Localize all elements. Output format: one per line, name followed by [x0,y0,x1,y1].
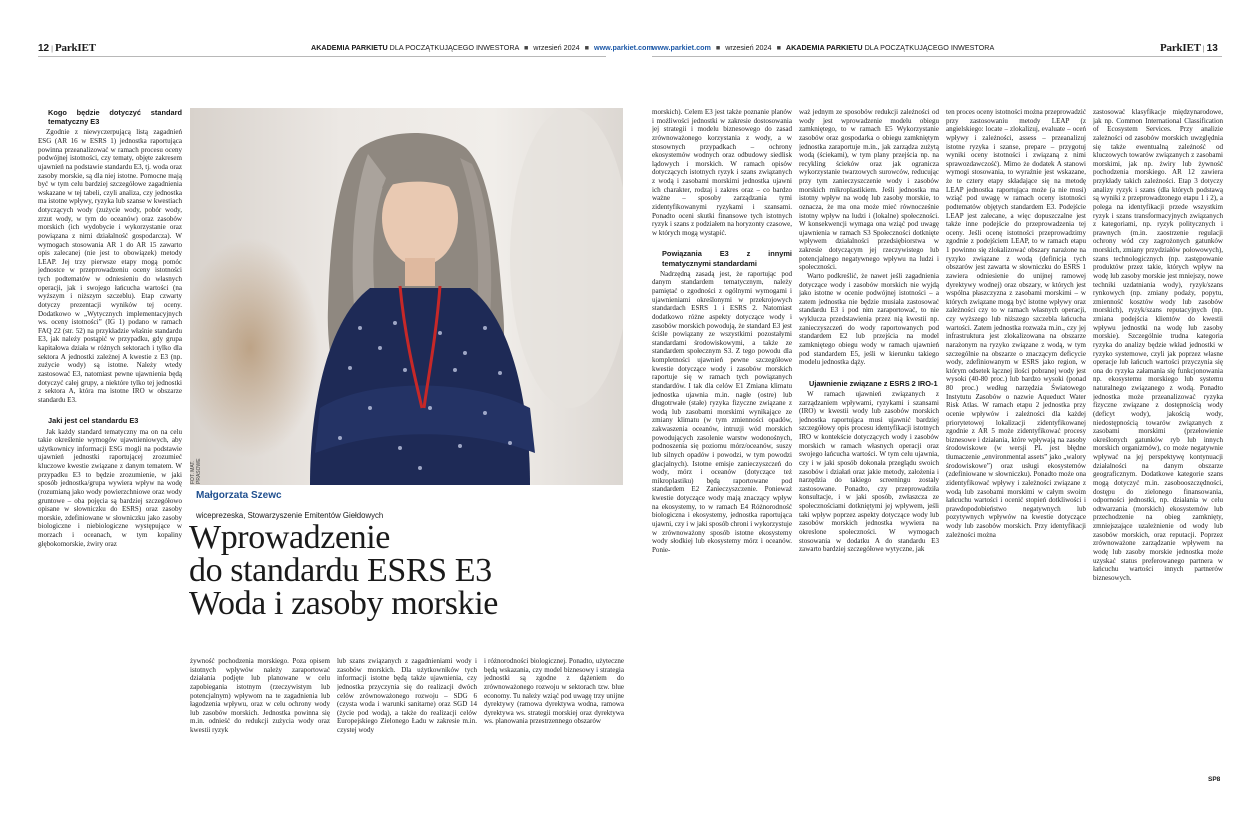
article-column-5 [652,108,792,784]
article-column-1 [38,108,182,784]
paragraph: waż jednym ze sposobów redukcji zależności od wody jest wprowadzenie modelu obiegu zamkniętego, to w ramach E5 Wykorzystanie zasobów oraz gospodarka o obiegu zamkniętym jednostka zaraportuje m.in., jak zarządza zużytą wodą (ściekami), w tym plany przejścia np. na recykling ścieków oraz jak ogranicza wykorzystanie twarzowych surowców, reducując przy tym zanieczyszczenie wody i zasobów morskich mikroplastikiem. Jeśli jednostka ma istotny wpływ na wodę lub zasoby morskie, to oznacza, że ma ona może mieć równocześnie istotny wpływ na ludzi i (lokalne) społeczności. W konsekwencji wymaga ona wziąć pod uwagę ujawnienia w ramach S3 Społeczności dotknięte wpływem działalności przedsiębiorstwa w zakresie dotyczącym jej rzeczywistego lub potencjalnego negatywnego wpływu na ludzi i społeczności. [799,108,939,272]
article-column-2 [190,657,330,785]
header-rest-right: DLA POCZĄTKUJĄCEGO INWESTORA [864,43,995,52]
title-line: Wprowadzenie [189,519,390,556]
header-url-right[interactable]: www.parkiet.com [652,43,711,52]
article-column-8 [1093,108,1223,776]
left-page-running-title: AKADEMIA PARKIETU DLA POCZĄTKUJĄCEGO INWESTORA ■ wrzesień 2024 ■ www.parkiet.com [311,43,653,52]
page-number-left: 12 [38,43,50,54]
subheading-iro-1: Ujawnienie związane z ESRS 2 IRO-1 [809,378,938,388]
paragraph: i różnorodności biologicznej. Ponadto, użyteczne będą wskazania, czy model biznesowy i strategia jednostki są zgodne z dążeniem do zrównoważonego rozwoju w sektorach tzw. blue economy. Tu należy wziąć pod uwagę trzy unijne dyrektywy (ramowa dyrektywa wodna, ramowa dyrektywa ws. strategii morskiej oraz dyrektywa ws. planowania przestrzennego obszarów [484,657,624,726]
paragraph: Warto podkreślić, że nawet jeśli zagadnienia dotyczące wody i zasobów morskich nie wyjdą jako istotne w ocenie podwójnej istotności – a zatem jednostka nie będzie musiała zastosować standardu E3 i pod nim zaraportować, to nie wyklucza przedstawienia przez nią kwestii np. zanieczyszczeń do wody raportowanych pod standardem E2 lub przejścia na model zamkniętego obiegu wody w ramach ujawnień pod standardem E5, jeśli w kierunku takiego modelu jednostka dąży. [799,271,939,367]
author-photo [190,108,623,485]
paragraph: ten proces oceny istotności można przeprowadzić przy zastosowaniu metody LEAP (z angielskiego: locate – zlokalizuj, evaluate – oceń wpływy i zależności, assess – przeanalizuj istotne ryzyka i szanse, prepare – przygotuj wyniki oceny istotności i związaną z nimi sprawozdawczość). Mimo że dodatek A stanowi wymogi stosowania, to wyraźnie jest wskazane, że te cztery etapy składające się na metodę LEAP jednostka raportująca może (a nie musi) wziąć pod uwagę w ramach oceny istotności podtematów objętych standardem E3. Podejście LEAP jest zalecane, a więc dopuszczalne jest także inne podejście do przeprowadzenia tej oceny. Jeśli ocenę istotności przeprowadzimy zgodnie z podejściem LEAP, to w ramach etapu 1 powinno się zlokalizować obszary narażone na ryzyko związane z wodą (definicja tych obszarów jest zawarta w słowniczku do ESRS 1 zawiera odniesienie do unijnej ramowej dyrektywy wodnej) oraz obszary, w których jest wspólna płaszczyzna z zasobami morskimi – w których związane mogą być istotne wpływy oraz zależności czy to w ramach własnych operacji, czy wyższego lub niższego szczebla łańcucha wartości. Zatem jednostka rozważa m.in., czy jej infrastruktura jest zlokalizowana na obszarze narażonym na ryzyko związane z wodą, w tym szczególnie na obszarze o znaczącym deficycie wody, zdefiniowanym w ESRS jako region, w którym odsetek łącznej ilości pobranej wody jest wysoki (40-80 proc.) lub bardzo wysoki (ponad 80 proc.) według narzędzia Światowego Instytutu Zasobów o nazwie Aqueduct Water Risk Atlas. W ramach etapu 2 jednostka przy ocenie wpływów i zależności dla każdej priorytetowej lokalizacji zidentyfikowanej zgodnie z AR 5 może zidentyfikować procesy biznesowe i działania, które wpływają na zasoby środowiskowe (w wersji PL jest błędne tłumaczenie „environmental assets” jako „walory środowiskowe”) oraz usługi ekosystemów (zdefiniowane w słowniczku). Ponadto może ona zidentyfikować wpływy i zależności związane z wodą lub zasobami morskimi w całym swoim łańcuchu wartości i ocenić stopień dotkliwości i prawdopodobieństwo negatywnych lub pozytywnych wpływów na kwestie dotyczące wody lub zasobów morskich. Przy identyfikacji zależności można [946,108,1086,539]
end-mark: SP8 [1208,776,1221,783]
header-section-left: AKADEMIA PARKIETU [311,43,388,52]
header-date-right: wrzesień 2024 [725,43,772,52]
parkiet-logo-left: ParkIET [55,42,96,54]
paragraph: Zgodnie z niewyczerpującą listą zagadnień ESG (AR 16 w ESRS 1) jednostka raportująca powinna przeanalizować w ramach procesu oceny podwójnej istotności, czy tematy, objęte zakresem ujawnień na podstawie standardu E3, tj. woda oraz zasoby morskie, są dla niej istotne. Pomocne mają być w tym celu bardziej szczegółowe zagadnienia wskazane w tej tabeli, czyli analiza, czy jednostka ma istotne wpływy, ryzyka lub szanse w kwestiach dotyczących wody (zużycie wody, pobór wody, zrzut wody, w tym do oceanów) oraz zasobów morskich (ich wydobycie i wykorzystanie oraz powiązana z nimi działalność gospodarcza). W wymogach stosowania AR 1 do AR 15 zawarto opis zalecanej (nie jest to obowiązek) metody LEAP. Jej trzy pierwsze etapy mogą pomóc jednostce w przeprowadzeniu oceny istotności tych podtematów w odniesieniu do własnych operacji, jak i swojego łańcucha wartości (na wyższym i niższym szczeblu). Etap czwarty dotyczy prezentacji wyników tej oceny. Dodatkowo w „Wytycznych implementacyjnych ws. oceny istotności” (IG 1) podano w ramach FAQ 22 (str. 52) na przykładzie właśnie standardu E3, jak należy postąpić w przypadku, gdy grupa kapitałowa działa w różnych sektorach i tylko dla sektora A jednostki zależnej A kwestie z E3 (np. zużycie wody) są istotne. Należy wtedy zastosować E3, natomiast pewne ujawnienia będą dotyczyć całej grupy, a niektóre tylko tej jednostki z sektora A, która ma istotne IRO w obszarze standardu E3. [38,128,182,404]
subheading-powiazania: Powiązania E3 z innymi tematycznymi standardami [662,249,792,268]
title-line: do standardu ESRS E3 [189,552,492,589]
article-column-3 [337,657,477,785]
article-title [189,521,639,620]
paragraph: żywność pochodzenia morskiego. Poza opisem istotnych wpływów należy zaraportować działania podjęte lub planowane w celu zapobiegania istotnym (rzeczywistym lub potencjalnym) wpływom na te zagadnienia lub łagodzenia wpływu, oraz w celu ochrony wody lub zasobów morskich. Jednostka powinna się m.in. odnieść do redukcji zużycia wody oraz kwestii ryzyk [190,657,330,734]
author-role: wiceprezeska, Stowarzyszenie Emitentów Giełdowych [196,511,384,520]
title-line: Woda i zasoby morskie [189,585,498,622]
paragraph: zastosować klasyfikacje międzynarodowe, jak np. Common International Classification of Ecosystem Services. Przy analizie zależności od zasobów morskich uwzględnia się także ewentualną zależność od kluczowych towarów związanych z zasobami morskimi, jak np. żwiry lub żywność pochodzenia morskiego. AR 12 zawiera przykłady takich zależności. Etap 3 dotyczy analizy ryzyk i szans (dla których podstawą są wyniki z przeprowadzonego etapu 1 i 2), a polega na identyfikacji przede wszystkim ryzyk i szans transformacyjnych związanych z kategoriami, np. ryzyk politycznych i prawnych (m.in. zaostrzenie regulacji ochrony wód czy zagrożonych gatunków morskich, zmiany przydziałów połowowych), szans technologicznych (np. zastępowanie produktów przez takie, których wpływ na wodę lub zasoby morskie jest mniejszy, nowe techniki uzdatniania wody), ryzyk/szans rynkowych (np. zmiany podaży, popytu, zmienność kosztów wody lub zasobów morskich), ryzyk/szans reputacyjnych (np. zmiana podejścia klientów do kwestii wpływu jednostki na wodę lub zasoby morskie). Szczególnie trudna kategoria ryzyka do analizy będzie wkład jednostki w ryzyko systemowe, czyli jak poprzez własne operacje lub łańcuch wartości przyczynia się ona do ryzyka załamania się funkcjonowania np. ekosystemu morskiego lub systemu naturalnego związanego z wodą. Ponadto jednostka może przeanalizować ryzyka fizyczne związane z dostępnością wody (deficyt wody), jakością wody, niedostępnością towarów związanych z zasobami morskimi (przełowienie określonych gatunków ryb lub innych morskich organizmów), co może negatywnie wpływać na jej perspektywę kontynuacji działalności na danym obszarze geograficznym. Dodatkowe kategorie szans mogą dotyczyć m.in. zasobooszczędności, dostępu do zielonego finansowania, odporności jednostki, np. działania w celu odtwarzania (morskich) ekosystemów lub przechodzenie na obieg zamknięty, zmniejszające uzależnienie od wody lub zasobów morskich, oraz reputacji. Poprzez zrównoważone zarządzanie wpływem na wodę lub zasoby morskie jednostka może uzyskać status preferowanego partnera w łańcuchu wartości innych partnerów biznesowych. [1093,108,1223,582]
author-name: Małgorzata Szewc [196,490,282,501]
header-date-left: wrzesień 2024 [533,43,580,52]
paragraph: morskich). Celem E3 jest także poznanie planów i możliwości jednostki w zakresie dostosowania jej strategii i modelu biznesowego do zasad zrównoważonego korzystania z wody, a w stosownych przypadkach – ochrony ekosystemów wodnych oraz odbudowy siedlisk lądowych i morskich. W ramach opisów dotyczących istotnych ryzyk i szans związanych z wodą i zasobami morskimi jednostka ujawni ich charakter, rodzaj i zakres oraz – co bardzo ważne – sposoby zarządzania tymi zidentyfikowanymi ryzykami i szansami. Ponadto oceni skutki finansowe tych istotnych ryzyk i szans z podziałem na horyzonty czasowe, w których mogą wystąpić. [652,108,792,237]
right-page-header: ParkIET | 13 [1160,42,1218,54]
article-column-7 [946,108,1086,784]
header-rule-left [38,56,606,57]
article-column-6 [799,108,939,784]
subheading-cel-standardu: Jaki jest cel standardu E3 [48,416,139,426]
article-column-4-bottom [484,657,624,785]
header-section-right: AKADEMIA PARKIETU [785,43,863,52]
header-url-left[interactable]: www.parkiet.com [593,43,653,52]
subheading-kogo-dotyczy: Kogo będzie dotyczyć standard tematyczny E3 [48,108,182,127]
header-rest-left: DLA POCZĄTKUJĄCEGO INWESTORA [389,43,519,52]
left-page-header: 12 | ParkIET [38,42,96,54]
portrait-illustration [190,108,623,485]
paragraph: Jak każdy standard tematyczny ma on na celu takie określenie wymogów ujawnieniowych, aby użytkownicy informacji ESG mogli na podstawie ujawnień jednostki raportującej zrozumieć kluczowe kwestie związane z danym tematem. W przypadku E3 to będzie zrozumienie, w jaki sposób jednostka/grupa wywiera wpływ na wodę (rozumianą jako wody powierzchniowe oraz wody gruntowe – oba pojęcia są bardziej szczegółowo opisane w słowniczku do ESRS) oraz zasoby morskie, zdefiniowane w słowniczku jako zasoby biologiczne i niebiologiczne występujące w morzach i oceanach, w tym kopaliny głębokomorskie, żwiry oraz [38,427,182,548]
paragraph: Nadrzędną zasadą jest, że raportując pod danym standardem tematycznym, należy pamiętać o zgodności z ogólnymi wymogami i ujawnieniami określonymi w przekrojowych standardach ESRS 1 i ESRS 2. Natomiast dodatkowo różne aspekty dotyczące wody i zasobów morskich powodują, że standard E3 jest ściśle powiązany ze wszystkimi pozostałymi standardami środowiskowymi, a także ze standardem społecznym S3. Z tego powodu dla kompletności ujawnień pewne szczegółowe kwestie dotyczące wody i zasobów morskich raportuje się w ramach tych powiązanych standardów. I tak dla celów E1 Zmiana klimatu jednostka ujawnia m.in. nagłe (ostre) lub długotrwałe (stałe) ryzyka fizyczne związane z wodą lub zasobami morskimi wynikające ze zmiany klimatu (w tym zmienności opadów, zakwaszenia oceanów, intruzji wód morskich powodujących zasolenie warstw wodonośnych, podnoszenia się poziomu mórz/oceanów, suszy lub silnych opadów i powodzi, w tym powodzi glacjalnych). Istotne emisje zanieczyszczeń do wody, mórz i oceanów (dotyczące też mikroplastiku) będą raportowane pod standardem E2 Zanieczyszczenie. Ponieważ kwestie dotyczące wody mają znaczący wpływ na ekosystemy, to w ramach E4 Różnorodność biologiczna i ekosystemy, jednostka raportująca ujawni, czy i w jaki sposób chroni i wykorzystuje w zrównoważony sposób istotne ekosystemy wody słodkiej lub ekosystemy mórz i oceanów. Ponie- [652,269,792,554]
page-number-right: 13 [1206,43,1218,54]
paragraph: W ramach ujawnień związanych z zarządzaniem wpływami, ryzykami i szansami (IRO) w kwestii wody lub zasobów morskich jednostka raportująca musi ujawnić bardziej szczegółowy opis procesu identyfikacji istotnych IRO w kontekście dotyczących wody i zasobów morskich w ramach własnych operacji oraz swojego łańcucha wartości. W tym celu ujawnia, czy i w jaki sposób dokonała przeglądu swoich zasobów i działań oraz jakie metody, założenia i narzędzia do takiego screeningu zostały zastosowane. Ponadto, czy przeprowadziła konsultacje, i w jaki sposób, zwłaszcza ze społecznościami dotkniętymi jej wpływem, jeśli taki wpływ poprzez aspekty dotyczące wody lub zasobów morskich jednostka wywiera na okreslone społeczności. W wymogach stosowania w dodatku A do standardu E3 zawarto bardziej szczegółowe wytyczne, jak [799,389,939,554]
photo-credit: FOT. MAT. PRASOWE [190,458,202,484]
paragraph: lub szans związanych z zagadnieniami wody i zasobów morskich. Dla użytkowników tych informacji istotne będą także ujawnienia, czy jednostka przyczynia się do realizacji dwóch celów zrównoważonego rozwoju – SDG 6 (czysta woda i warunki sanitarne) oraz SGD 14 (życie pod wodą), a także do realizacji celów Europejskiego Zielonego Ładu w zakresie m.in. czystej wody [337,657,477,734]
header-rule-right [652,56,1222,57]
parkiet-logo-right: ParkIET [1160,42,1201,54]
right-page-running-title: www.parkiet.com ■ wrzesień 2024 ■ AKADEMIA PARKIETU DLA POCZĄTKUJĄCEGO INWESTORA [652,43,995,52]
